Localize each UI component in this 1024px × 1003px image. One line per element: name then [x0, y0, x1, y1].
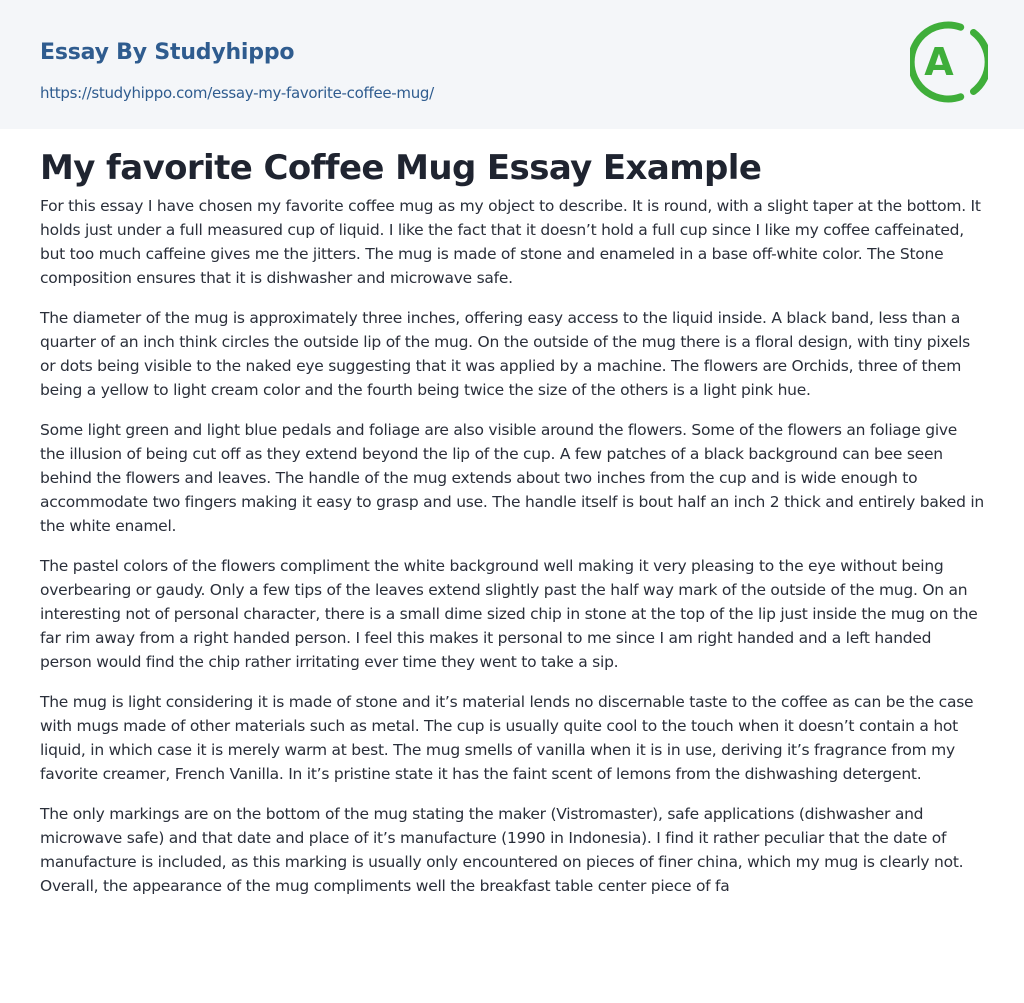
logo-ring-right: [974, 33, 989, 92]
essay-title: My favorite Coffee Mug Essay Example: [40, 148, 762, 188]
essay-body: [40, 194, 986, 914]
studyhippo-logo-icon[interactable]: [910, 18, 988, 108]
essay-paragraph: The mug is light considering it is made of stone and it’s material lends no discernable taste to the coffee as can be the case with mugs made of other materials such as metal. The cup is usually quite cool to the touch when it doesn’t contain a hot liquid, in which case it is merely warm at best. The mug smells of vanilla when it is in use, deriving it’s fragrance from my favorite creamer, French Vanilla. In it’s pristine state it has the faint scent of lemons from the dishwashing detergent.: [40, 693, 974, 783]
essay-paragraph: The only markings are on the bottom of the mug stating the maker (Vistromaster), safe applications (dishwasher and microwave safe) and that date and place of it’s manufacture (1990 in Indonesia). I find it rather peculiar that the date of manufacture is included, as this marking is usually only encountered on pieces of finer china, which my mug is clearly not. Overall, the appearance of the mug compliments well the breakfast table center piece of fa: [40, 805, 964, 895]
logo-letter: A: [924, 40, 954, 84]
essay-paragraph: Some light green and light blue pedals and foliage are also visible around the flowers. Some of the flowers an foliage give the illusion of being cut off as they extend beyond the lip of the cup. A few patches of a black background can bee seen behind the flowers and leaves. The handle of the mug extends about two inches from the cup and is wide enough to accommodate two fingers making it easy to grasp and use. The handle itself is bout half an inch 2 thick and entirely baked in the white enamel.: [40, 421, 984, 535]
essay-paragraph: The pastel colors of the flowers compliment the white background well making it very pleasing to the eye without being overbearing or gaudy. Only a few tips of the leaves extend slightly past the half way mark of the outside of the mug. On an interesting not of personal character, there is a small dime sized chip in stone at the top of the lip just inside the mug on the far rim away from a right handed person. I feel this makes it personal to me since I am right handed and a left handed person would find the chip rather irritating ever time they went to take a sip.: [40, 557, 978, 671]
logo-graphic: [910, 18, 988, 108]
essay-paragraph: The diameter of the mug is approximately three inches, offering easy access to the liquid inside. A black band, less than a quarter of an inch think circles the outside lip of the mug. On the outside of the mug there is a floral design, with tiny pixels or dots being visible to the naked eye suggesting that it was applied by a machine. The flowers are Orchids, three of them being a yellow to light cream color and the fourth being twice the size of the others is a light pink hue.: [40, 309, 971, 399]
site-header: [0, 0, 1024, 129]
essay-paragraph: For this essay I have chosen my favorite coffee mug as my object to describe. It is round, with a slight taper at the bottom. It holds just under a full measured cup of liquid. I like the fact that it doesn’t hold a full cup since I like my coffee caffeinated, but too much caffeine gives me the jitters. The mug is made of stone and enameled in a base off-white color. The Stone composition ensures that it is dishwasher and microwave safe.: [40, 197, 981, 287]
essay-url-link[interactable]: https://studyhippo.com/essay-my-favorite-coffee-mug/: [40, 84, 434, 102]
brand-name[interactable]: Essay By Studyhippo: [40, 40, 295, 65]
